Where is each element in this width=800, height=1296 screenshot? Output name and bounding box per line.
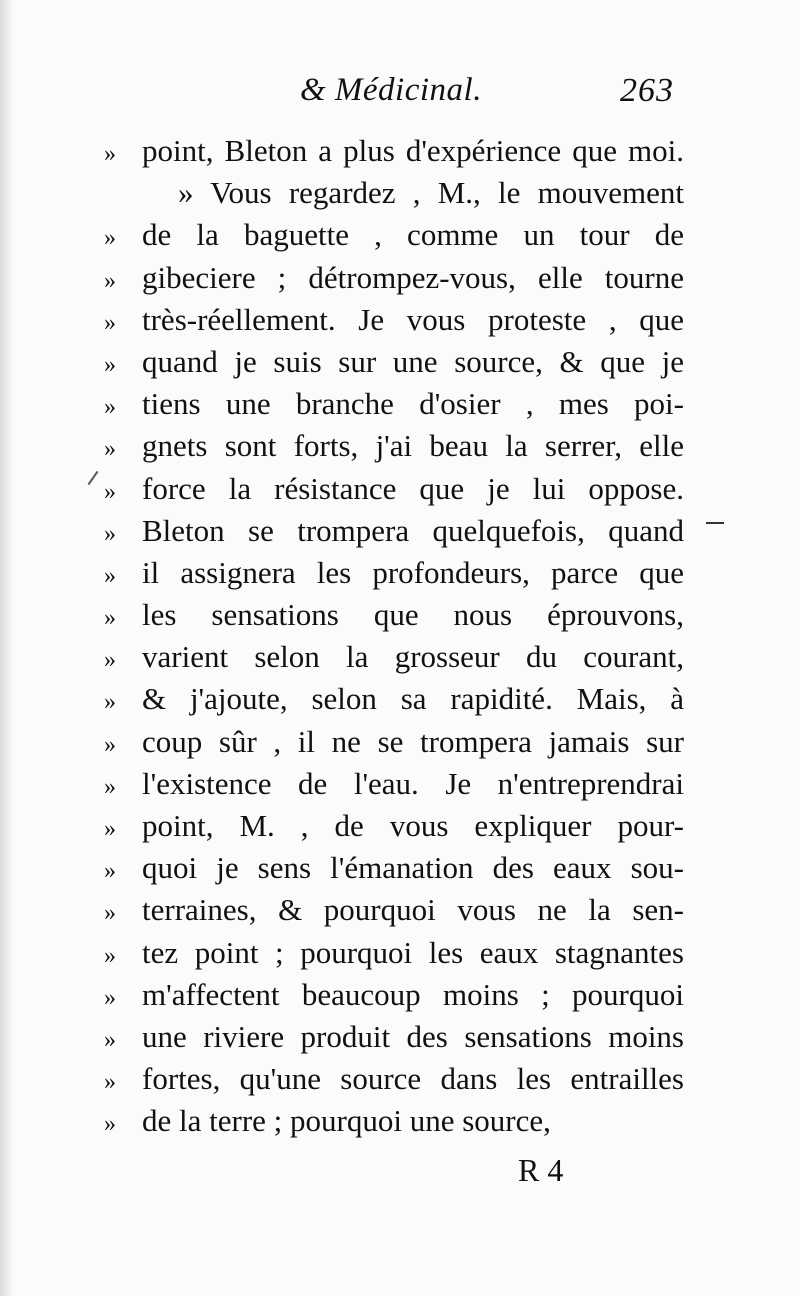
- running-head: & Médicinal.: [300, 72, 482, 108]
- line-text: & j'ajoute, selon sa rapidité. Mais, à: [142, 681, 684, 717]
- text-line: [104, 214, 684, 256]
- quote-mark: »: [104, 1111, 114, 1138]
- line-text: coup sûr , il ne se trompera jamais sur: [142, 723, 684, 759]
- quote-mark: »: [104, 816, 114, 842]
- text-line: [104, 974, 684, 1016]
- quote-mark: »: [104, 520, 114, 547]
- text-line: [104, 678, 684, 720]
- quote-mark: »: [104, 858, 114, 885]
- text-line: [104, 552, 684, 594]
- quote-mark: »: [104, 1069, 114, 1096]
- line-text: les sensations que nous éprouvons,: [142, 597, 684, 633]
- quote-mark: »: [104, 605, 114, 632]
- line-text: gnets sont forts, j'ai beau la serrer, elle: [142, 428, 684, 464]
- quote-mark: »: [104, 436, 114, 463]
- text-line: [104, 1016, 684, 1058]
- line-text: varient selon la grosseur du courant,: [142, 639, 684, 675]
- quote-mark: »: [104, 225, 114, 252]
- quote-mark: »: [104, 141, 114, 167]
- line-text: de la terre ; pourquoi une source,: [142, 1103, 551, 1139]
- text-line: [104, 383, 684, 425]
- text-line: [104, 1058, 684, 1100]
- quote-mark: »: [104, 731, 114, 758]
- quote-mark: »: [104, 309, 114, 336]
- quote-mark: »: [104, 1026, 114, 1053]
- quote-mark: »: [104, 773, 114, 800]
- page-gutter-shadow: [0, 0, 14, 1296]
- quote-mark: »: [104, 394, 114, 421]
- line-text: fortes, qu'une source dans les entrailles: [142, 1061, 684, 1097]
- page-header: [0, 70, 800, 120]
- quote-mark: »: [104, 689, 114, 716]
- body-text: [104, 130, 684, 1143]
- quote-mark: »: [104, 900, 114, 927]
- line-text: l'existence de l'eau. Je n'entreprendrai: [142, 765, 684, 801]
- quote-mark: »: [104, 984, 114, 1011]
- text-line: [104, 847, 684, 889]
- line-text: quoi je sens l'émanation des eaux sou-: [142, 850, 684, 886]
- text-line: [104, 341, 684, 383]
- text-line: [104, 1100, 684, 1142]
- margin-dash: [706, 522, 724, 524]
- line-text: terraines, & pourquoi vous ne la sen-: [142, 892, 684, 928]
- text-line: [104, 721, 684, 763]
- text-line: [104, 425, 684, 467]
- text-line: [104, 932, 684, 974]
- line-text: m'affectent beaucoup moins ; pourquoi: [142, 976, 684, 1012]
- quote-mark: »: [104, 351, 114, 378]
- text-line: [104, 889, 684, 931]
- text-line: [104, 468, 684, 510]
- quote-mark: »: [104, 562, 114, 589]
- text-line: [104, 805, 684, 847]
- line-text: quand je suis sur une source, & que je: [142, 343, 684, 379]
- quote-mark: »: [104, 478, 114, 505]
- line-text: point, M. , de vous expliquer pour-: [142, 808, 684, 843]
- line-text: » Vous regardez , M., le mouvement: [178, 175, 684, 211]
- line-text: gibeciere ; détrompez-vous, elle tourne: [142, 259, 684, 295]
- signature-mark: R 4: [518, 1152, 564, 1188]
- line-text: de la baguette , comme un tour de: [142, 217, 684, 253]
- text-line: [104, 510, 684, 552]
- text-line: [104, 130, 684, 172]
- quote-mark: »: [104, 942, 114, 969]
- text-line: [104, 299, 684, 341]
- line-text: très-réellement. Je vous proteste , que: [142, 301, 684, 337]
- line-text: une riviere produit des sensations moins: [142, 1018, 684, 1054]
- text-line: [104, 636, 684, 678]
- line-text: force la résistance que je lui oppose.: [142, 470, 684, 506]
- line-text: Bleton se trompera quelquefois, quand: [142, 512, 684, 548]
- text-line: [104, 594, 684, 636]
- line-text: il assignera les profondeurs, parce que: [142, 554, 684, 590]
- line-text: point, Bleton a plus d'expérience que moi.: [142, 133, 684, 168]
- quote-mark: »: [104, 647, 114, 674]
- line-text: tiens une branche d'osier , mes poi-: [142, 386, 684, 422]
- line-text: tez point ; pourquoi les eaux stagnantes: [142, 934, 684, 970]
- page-number: 263: [620, 72, 674, 109]
- text-line: [104, 257, 684, 299]
- text-line: [104, 172, 684, 214]
- quote-mark: »: [104, 267, 114, 294]
- margin-tick: [88, 471, 99, 485]
- text-line: [104, 763, 684, 805]
